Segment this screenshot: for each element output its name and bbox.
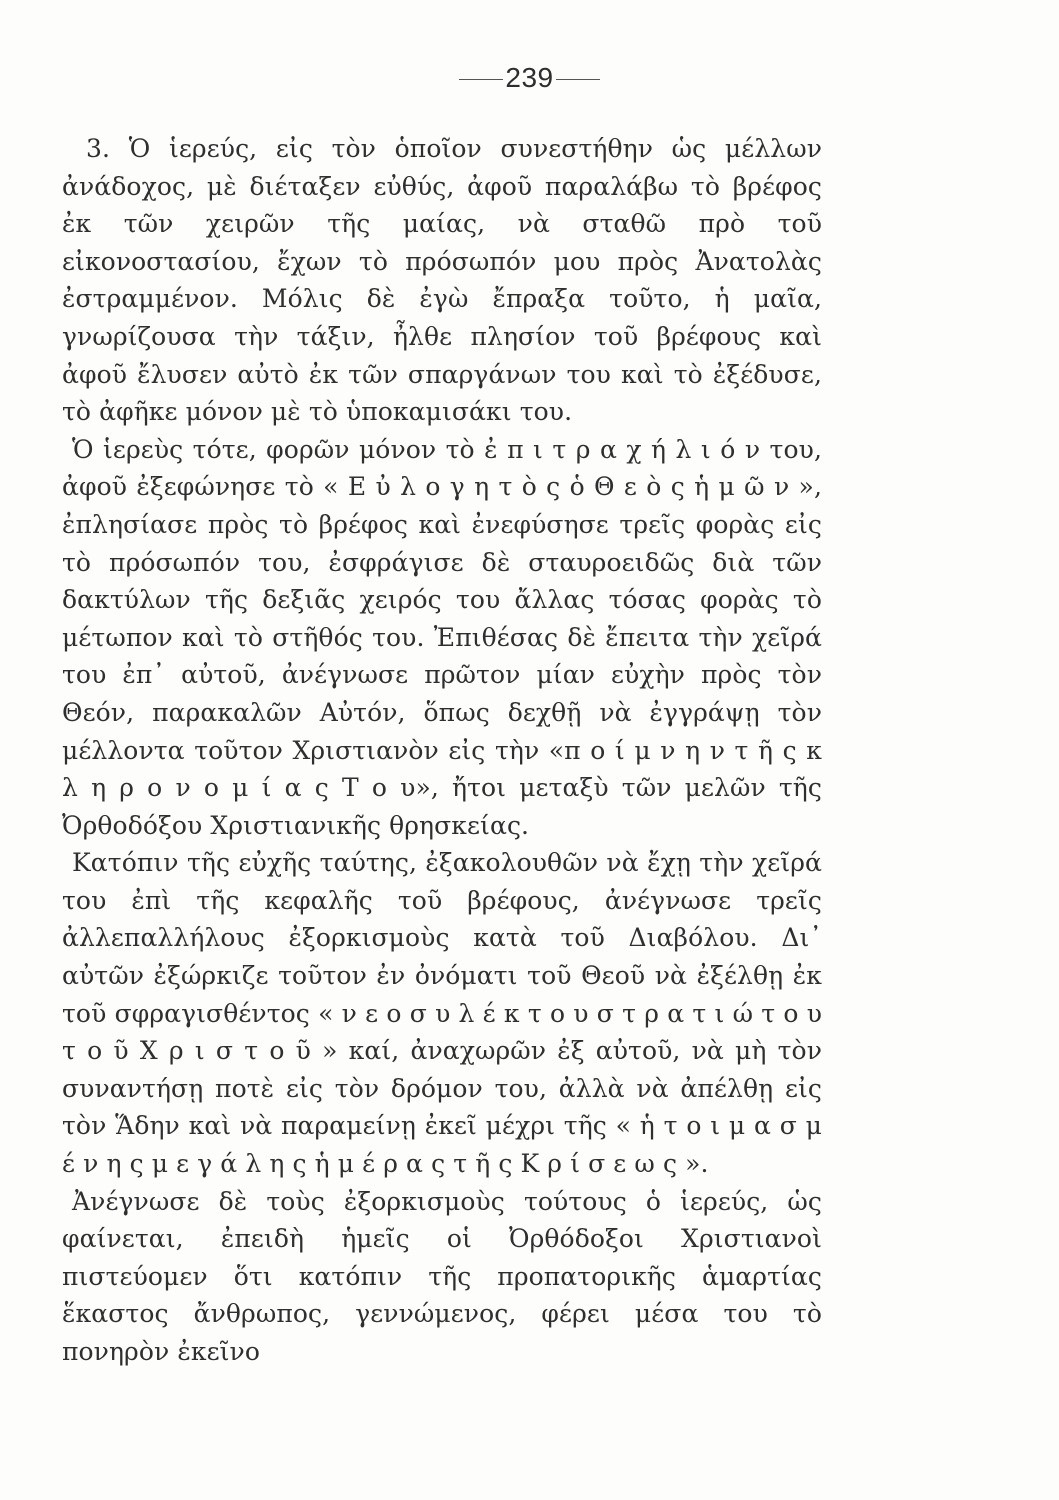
paragraph-baptism-1: 3. Ὁ ἱερεύς, εἰς τὸν ὁποῖον συνεστήθην ὡς μέλλων ἀνάδοχος, μὲ διέταξεν εὐθύς, ἀφοῦ παραλάβω τὸ βρέφος ἐκ τῶν χειρῶν τῆς μαίας, νὰ σταθῶ πρὸ τοῦ εἰκονοστασίου, ἔχων τὸ πρόσωπόν μου πρὸς Ἀνατολὰς ἐστραμμένον. Μόλις δὲ ἐγὼ ἔπραξα τοῦτο, ἡ μαῖα, γνωρίζουσα τὴν τάξιν, ἦλθε πλησίον τοῦ βρέφους καὶ ἀφοῦ ἔλυσεν αὐτὸ ἐκ τῶν σπαργάνων του καὶ τὸ ἐξέδυσε, τὸ ἀφῆκε μόνον μὲ τὸ ὑποκαμισάκι του. [62,134,822,427]
page-number: 239 [505,62,554,93]
header-rule-left [459,79,503,80]
header-rule-right [556,79,600,80]
paragraph-baptism-3: Κατόπιν τῆς εὐχῆς ταύτης, ἐξακολουθῶν νὰ ἔχῃ τὴν χεῖρά του ἐπὶ τῆς κεφαλῆς τοῦ βρέφους, ἀνέγνωσε τρεῖς ἀλλεπαλλήλους ἐξορκισμοὺς κατὰ τοῦ Διαβόλου. Δι᾽ αὐτῶν ἐξώρκιζε τοῦτον ἐν ὀνόματι τοῦ Θεοῦ νὰ ἐξέλθῃ ἐκ τοῦ σφραγισθέντος « ν ε ο σ υ λ έ κ τ ο υ σ τ ρ α τ ι ώ τ ο υ τ ο ῦ Χ ρ ι σ τ ο ῦ » καί, ἀναχωρῶν ἐξ αὐτοῦ, νὰ μὴ τὸν συναντήσῃ ποτὲ εἰς τὸν δρόμον του, ἀλλὰ νὰ ἀπέλθῃ εἰς τὸν Ἅδην καὶ νὰ παραμείνῃ ἐκεῖ μέχρι τῆς « ἡ τ ο ι μ α σ μ έ ν η ς μ ε γ ά λ η ς ἡ μ έ ρ α ς τ ῆ ς Κ ρ ί σ ε ω ς ». [62,848,822,1179]
body-text [62,130,822,1371]
page-header [0,62,1059,94]
paragraph-baptism-2: Ὁ ἱερεὺς τότε, φορῶν μόνον τὸ ἐ π ι τ ρ α χ ή λ ι ό ν του, ἀφοῦ ἐξεφώνησε τὸ « Ε ὐ λ ο γ η τ ὸ ς ὁ Θ ε ὸ ς ἡ μ ῶ ν », ἐπλησίασε πρὸς τὸ βρέφος καὶ ἐνεφύσησε τρεῖς φορὰς εἰς τὸ πρόσωπόν του, ἐσφράγισε δὲ σταυροειδῶς διὰ τῶν δακτύλων τῆς δεξιᾶς χειρός του ἄλλας τόσας φορὰς τὸ μέτωπον καὶ τὸ στῆθός του. Ἐπιθέσας δὲ ἔπειτα τὴν χεῖρά του ἐπ᾽ αὐτοῦ, ἀνέγνωσε πρῶτον μίαν εὐχὴν πρὸς τὸν Θεόν, παρακαλῶν Αὐτόν, ὅπως δεχθῇ νὰ ἐγγράψῃ τὸν μέλλοντα τοῦτον Χριστιανὸν εἰς τὴν «π ο ί μ ν η ν τ ῆ ς κ λ η ρ ο ν ο μ ί α ς Τ ο υ», ἤτοι μεταξὺ τῶν μελῶν τῆς Ὀρθοδόξου Χριστιανικῆς θρησκείας. [62,434,822,840]
paragraph-baptism-4: Ἀνέγνωσε δὲ τοὺς ἐξορκισμοὺς τούτους ὁ ἱερεύς, ὡς φαίνεται, ἐπειδὴ ἡμεῖς οἱ Ὀρθόδοξοι Χριστιανοὶ πιστεύομεν ὅτι κατόπιν τῆς προπατορικῆς ἁμαρτίας ἕκαστος ἄνθρωπος, γεννώμενος, φέρει μέσα του τὸ πονηρὸν ἐκεῖνο [62,1186,822,1366]
